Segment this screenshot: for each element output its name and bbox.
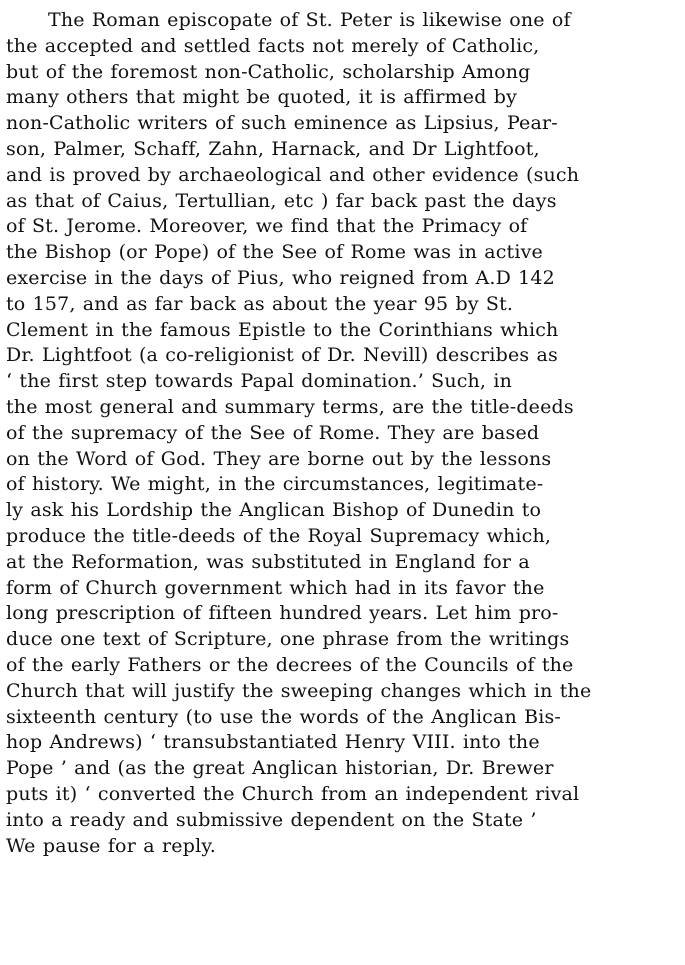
text-line: of the supremacy of the See of Rome. They are based — [6, 421, 540, 444]
text-line: but of the foremost non-Catholic, scholarship Among — [6, 60, 531, 83]
text-line: non-Catholic writers of such eminence as Lipsius, Pear- — [6, 112, 558, 135]
text-line: The Roman episcopate of St. Peter is likewise one of — [48, 9, 571, 31]
text-line: at the Reformation, was substituted in England for a — [6, 550, 530, 573]
text-line: the most general and summary terms, are the title-deeds — [6, 395, 574, 418]
text-line: to 157, and as far back as about the year 95 by St. — [6, 292, 514, 315]
text-line: of the early Fathers or the decrees of the Councils of the — [6, 653, 574, 676]
text-line: as that of Caius, Tertullian, etc ) far back past the days — [6, 189, 557, 212]
text-line: Church that will justify the sweeping changes which in the — [6, 679, 592, 702]
text-line: on the Word of God. They are borne out by the lessons — [6, 447, 552, 470]
text-line: the Bishop (or Pope) of the See of Rome was in active — [6, 241, 543, 264]
text-line: form of Church government which had in its favor the — [6, 576, 545, 599]
text-line: son, Palmer, Schaff, Zahn, Harnack, and Dr Lightfoot, — [6, 137, 540, 160]
text-line: sixteenth century (to use the words of the Anglican Bis- — [6, 705, 561, 728]
text-line: duce one text of Scripture, one phrase from the writings — [6, 628, 570, 651]
text-line: ly ask his Lordship the Anglican Bishop of Dunedin to — [6, 499, 542, 522]
text-line: and is proved by archaeological and other evidence (such — [6, 163, 580, 186]
text-line: We pause for a reply. — [6, 834, 217, 857]
text-line: the accepted and settled facts not merely of Catholic, — [6, 34, 540, 57]
text-line: Clement in the famous Epistle to the Corinthians which — [6, 318, 559, 341]
text-line: Pope ’ and (as the great Anglican historian, Dr. Brewer — [6, 757, 554, 780]
text-line: into a ready and submissive dependent on the State ’ — [6, 808, 537, 831]
text-line: produce the title-deeds of the Royal Supremacy which, — [6, 524, 552, 547]
text-line: puts it) ‘ converted the Church from an independent rival — [6, 782, 580, 805]
text-line: ‘ the first step towards Papal domination.’ Such, in — [6, 370, 512, 393]
text-line: of history. We might, in the circumstances, legitimate- — [6, 473, 544, 496]
text-line: Dr. Lightfoot (a co-religionist of Dr. Nevill) describes as — [6, 344, 558, 367]
text-line: many others that might be quoted, it is affirmed by — [6, 86, 517, 109]
newspaper-text-column — [6, 8, 680, 859]
text-line: long prescription of fifteen hundred years. Let him pro- — [6, 602, 559, 625]
text-line: of St. Jerome. Moreover, we find that the Primacy of — [6, 215, 528, 238]
text-line: exercise in the days of Pius, who reigned from A.D 142 — [6, 266, 555, 289]
text-line: hop Andrews) ‘ transubstantiated Henry VIII. into the — [6, 731, 540, 754]
